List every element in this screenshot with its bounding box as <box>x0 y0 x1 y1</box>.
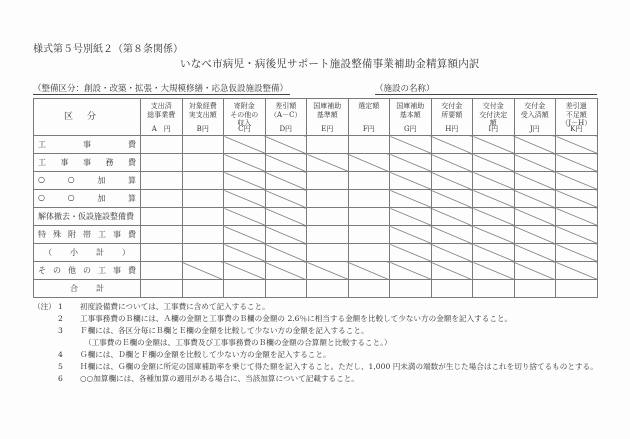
amount-cell[interactable] <box>182 226 224 244</box>
column-header-line: 支出済 <box>150 102 172 110</box>
column-header-line: 実支出額 <box>188 110 217 119</box>
table-row <box>34 262 598 280</box>
struck-cell <box>473 172 515 190</box>
amount-cell[interactable] <box>473 280 515 298</box>
table-row <box>34 226 598 244</box>
amount-cell[interactable] <box>348 280 390 298</box>
row-label <box>34 172 141 190</box>
struck-cell <box>514 172 556 190</box>
column-header-line: 国庫補助 <box>396 102 425 110</box>
column-header <box>514 99 556 136</box>
row-label-char: の <box>53 266 61 275</box>
row-label-char: 殊 <box>53 230 61 239</box>
row-label-char: 事 <box>60 158 69 167</box>
amount-cell[interactable] <box>348 172 390 190</box>
struck-cell <box>390 190 432 208</box>
amount-cell[interactable] <box>348 190 390 208</box>
row-label-char: 解体撤去・仮設施設整備費 <box>38 212 134 221</box>
struck-cell <box>390 262 432 280</box>
row-label-char: 事 <box>83 158 91 167</box>
column-header-line: 国庫補助 <box>313 102 342 110</box>
column-unit: F円 <box>362 125 375 133</box>
note-number: 3 <box>58 326 63 335</box>
row-label-char: ○ <box>38 193 45 202</box>
column-unit: G円 <box>403 125 417 133</box>
struck-cell <box>307 154 349 172</box>
struck-cell <box>431 262 473 280</box>
note-text: Ｈ欄には、Ｇ欄の金額に所定の国庫補助率を乗じて得た額を記入すること。ただし、1,000 円未満の端数が生じた場合はこれを切り捨てるものとする。 <box>80 362 598 371</box>
row-label-char: ○ <box>67 175 75 184</box>
amount-cell[interactable] <box>182 136 224 154</box>
note-item <box>33 337 598 349</box>
row-label-char: 計 <box>96 248 104 257</box>
amount-cell[interactable] <box>514 280 556 298</box>
column-unit: B円 <box>196 125 209 133</box>
struck-cell <box>556 226 598 244</box>
amount-cell[interactable] <box>390 280 432 298</box>
column-unit: I円 <box>488 125 499 133</box>
struck-cell <box>224 172 266 190</box>
amount-cell[interactable] <box>307 172 349 190</box>
note-heading <box>33 337 58 349</box>
amount-cell[interactable] <box>141 154 183 172</box>
struck-cell <box>224 244 266 262</box>
struck-cell <box>556 136 598 154</box>
note-number: 6 <box>58 374 63 383</box>
row-label-char: 費 <box>128 266 136 275</box>
column-header-line: 交付金 <box>441 102 463 110</box>
column-unit: K円 <box>570 125 583 133</box>
struck-cell <box>556 244 598 262</box>
struck-cell <box>514 262 556 280</box>
struck-cell <box>431 244 473 262</box>
column-header-line: （J－H） <box>561 119 592 127</box>
amount-cell[interactable] <box>141 226 183 244</box>
row-label <box>34 190 141 208</box>
note-heading: （注） <box>33 302 56 311</box>
amount-cell[interactable] <box>141 208 183 226</box>
note-number: 4 <box>58 350 63 359</box>
row-label <box>34 208 141 226</box>
struck-cell <box>431 136 473 154</box>
struck-cell <box>224 226 266 244</box>
amount-cell[interactable] <box>141 172 183 190</box>
struck-cell <box>224 208 266 226</box>
note-text: Ｇ欄には、Ｄ欄とＦ欄の金額を比較して少ない方の金額を記入すること。 <box>80 350 331 359</box>
table-row <box>34 172 598 190</box>
table-row <box>34 280 598 298</box>
amount-cell[interactable] <box>307 190 349 208</box>
column-header-line: 交付金 <box>524 102 546 110</box>
column-header-line: 所要額 <box>441 110 463 119</box>
struck-cell <box>473 190 515 208</box>
struck-cell <box>348 154 390 172</box>
facility-name-label: （施設の名称） <box>375 82 597 95</box>
column-unit: J円 <box>529 125 540 133</box>
amount-cell[interactable] <box>182 172 224 190</box>
column-header <box>431 99 473 136</box>
struck-cell <box>390 226 432 244</box>
note-heading <box>33 325 58 337</box>
column-header-line: 交付金 <box>482 102 504 110</box>
struck-cell <box>265 136 307 154</box>
row-label <box>34 244 141 262</box>
struck-cell <box>431 208 473 226</box>
struck-cell <box>431 154 473 172</box>
struck-cell <box>473 154 515 172</box>
note-heading <box>33 361 58 373</box>
column-header-line: 寄附金 <box>233 102 255 110</box>
table-row <box>34 154 598 172</box>
column-header-line: 収入 <box>237 119 252 127</box>
note-item <box>33 301 598 313</box>
amount-cell[interactable] <box>431 280 473 298</box>
row-label <box>34 136 141 154</box>
note-heading <box>33 373 58 385</box>
row-label-char: 工 <box>38 140 46 149</box>
amount-cell[interactable] <box>307 136 349 154</box>
amount-cell[interactable] <box>182 244 224 262</box>
struck-cell <box>224 190 266 208</box>
amount-cell[interactable] <box>141 190 183 208</box>
row-label-char: 帯 <box>83 230 91 239</box>
column-header-line: 選定額 <box>358 102 380 110</box>
struck-cell <box>556 190 598 208</box>
note-item <box>33 313 598 325</box>
column-header-line: 基本額 <box>399 110 421 119</box>
column-unit: E円 <box>321 125 334 133</box>
column-header <box>265 99 307 136</box>
struck-cell <box>224 136 266 154</box>
struck-cell <box>390 208 432 226</box>
amount-cell[interactable] <box>556 280 598 298</box>
row-label-char: 工 <box>38 158 46 167</box>
struck-cell <box>348 262 390 280</box>
struck-cell <box>431 190 473 208</box>
column-unit: A 円 <box>151 125 171 133</box>
row-label-char: 算 <box>127 194 136 203</box>
row-label-char: 合 <box>70 284 78 293</box>
amount-cell[interactable] <box>307 208 349 226</box>
struck-cell <box>514 226 556 244</box>
note-heading <box>33 313 58 325</box>
struck-cell <box>390 172 432 190</box>
document-title: いなべ市病児・病後児サポート施設整備事業補助金精算額内訳 <box>180 58 480 70</box>
amount-cell[interactable] <box>348 244 390 262</box>
amount-cell[interactable] <box>348 136 390 154</box>
row-label-char: 費 <box>128 230 136 239</box>
table-row <box>34 208 598 226</box>
struck-cell <box>390 136 432 154</box>
struck-cell <box>265 244 307 262</box>
struck-cell <box>390 154 432 172</box>
column-header <box>224 99 266 136</box>
row-label <box>34 226 141 244</box>
row-label <box>34 262 141 280</box>
amount-cell[interactable] <box>141 262 183 280</box>
amount-cell[interactable] <box>348 226 390 244</box>
amount-cell[interactable] <box>141 136 183 154</box>
amount-cell[interactable] <box>265 280 307 298</box>
column-header-line: 総事業費 <box>147 110 176 119</box>
column-header-line: 額 <box>489 119 497 127</box>
note-item <box>33 361 598 373</box>
row-label <box>34 280 141 298</box>
note-text: Ｆ欄には、各区分毎にＢ欄とＥ欄の金額を比較して少ない方の金額を記入すること。 <box>80 326 369 335</box>
note-item <box>33 373 598 385</box>
row-label-char: ） <box>122 248 130 257</box>
column-header-line: 基準額 <box>316 110 338 119</box>
column-header <box>473 99 515 136</box>
row-label-char: そ <box>38 266 46 275</box>
table-row <box>34 244 598 262</box>
struck-cell <box>265 154 307 172</box>
column-header-category: 区分 <box>34 99 141 136</box>
column-unit: D円 <box>279 125 293 133</box>
row-label-char: 小 <box>70 248 78 257</box>
row-label-char: 工 <box>98 266 106 275</box>
row-label-char: 加 <box>97 176 106 185</box>
struck-cell <box>514 154 556 172</box>
struck-cell <box>556 154 598 172</box>
struck-cell <box>514 244 556 262</box>
struck-cell <box>556 208 598 226</box>
column-unit: H円 <box>445 125 459 133</box>
form-number: 様式第５号別紙２（第８条関係） <box>33 44 183 55</box>
column-header-line: 差引過 <box>565 102 587 110</box>
row-label-char: 計 <box>96 284 104 293</box>
column-header-line: 不足額 <box>565 110 587 119</box>
struck-cell <box>431 226 473 244</box>
amount-cell[interactable] <box>348 208 390 226</box>
note-text: ○○加算欄には、各種加算の適用がある場合に、当該加算について記載すること。 <box>80 374 359 383</box>
note-text: 工事事務費のＢ欄には、Ａ欄の金額と工事費のＢ欄の金額の 2.6％に相当する金額を比較して少ない方の金額を記入すること。 <box>80 314 513 323</box>
row-label-char: の <box>83 266 91 275</box>
struck-cell <box>556 172 598 190</box>
column-header <box>182 99 224 136</box>
struck-cell <box>265 226 307 244</box>
column-header <box>307 99 349 136</box>
struck-cell <box>224 154 266 172</box>
amount-cell[interactable] <box>224 280 266 298</box>
row-label-char: （ <box>44 248 52 257</box>
table-row <box>34 136 598 154</box>
struck-cell <box>514 190 556 208</box>
struck-cell <box>390 244 432 262</box>
amount-cell[interactable] <box>307 226 349 244</box>
notes-section <box>33 301 598 385</box>
row-label-char: 特 <box>38 230 46 239</box>
struck-cell <box>473 262 515 280</box>
column-header <box>556 99 598 136</box>
struck-cell <box>265 190 307 208</box>
row-label-char: 工 <box>98 230 106 239</box>
amount-cell[interactable] <box>182 208 224 226</box>
amount-cell[interactable] <box>307 244 349 262</box>
note-item <box>33 349 598 361</box>
note-number <box>58 337 80 349</box>
note-text: （工事費のＥ欄の金額は、工事費及び工事事務費のＢ欄の金額の合算額と比較すること。） <box>84 338 392 347</box>
struck-cell <box>514 208 556 226</box>
column-header <box>348 99 390 136</box>
row-label-char: 算 <box>127 176 136 185</box>
column-header-line: （A－C） <box>270 110 302 119</box>
note-number: 5 <box>58 362 63 371</box>
row-label-char: 他 <box>68 266 76 275</box>
note-number: 1 <box>58 302 63 311</box>
note-heading <box>33 349 58 361</box>
struck-cell <box>307 262 349 280</box>
row-label-char: ○ <box>67 193 75 202</box>
struck-cell <box>473 136 515 154</box>
amount-cell[interactable] <box>182 154 224 172</box>
row-label-char: 費 <box>128 158 136 167</box>
struck-cell <box>265 172 307 190</box>
struck-cell <box>265 208 307 226</box>
column-header-line: その他の <box>230 110 259 119</box>
row-label-char: 加 <box>97 194 106 203</box>
row-label <box>34 154 141 172</box>
column-header-line: 差引額 <box>275 102 297 110</box>
column-header-line: 対象経費 <box>188 102 217 110</box>
amount-cell[interactable] <box>141 280 183 298</box>
struck-cell <box>431 172 473 190</box>
column-header <box>390 99 432 136</box>
note-text: 初度設備費については、工事費に含めて記入すること。 <box>80 302 270 311</box>
row-label-char: 事 <box>113 266 121 275</box>
note-item <box>33 325 598 337</box>
row-label-char: 務 <box>105 158 114 167</box>
row-label-char: 費 <box>128 140 136 149</box>
row-label-char: ○ <box>38 175 45 184</box>
struck-cell <box>265 262 307 280</box>
struck-cell <box>473 226 515 244</box>
struck-cell <box>473 208 515 226</box>
column-unit: C円 <box>238 125 251 133</box>
struck-cell <box>514 136 556 154</box>
row-label-char: 事 <box>113 230 121 239</box>
column-header-line: 交付決定 <box>479 110 508 119</box>
amount-cell[interactable] <box>182 280 224 298</box>
note-number: 2 <box>58 314 63 323</box>
struck-cell <box>556 262 598 280</box>
column-header-line: 受入済額 <box>520 110 549 119</box>
column-header <box>141 99 183 136</box>
struck-cell <box>224 262 266 280</box>
table-row <box>34 190 598 208</box>
amount-cell[interactable] <box>307 280 349 298</box>
amount-cell[interactable] <box>182 190 224 208</box>
struck-cell <box>473 244 515 262</box>
category-label: （整備区分：創設・改築・拡張・大規模修繕・応急仮設施設整備） <box>33 84 289 94</box>
row-label-char: 事 <box>83 140 91 149</box>
amount-cell[interactable] <box>141 244 183 262</box>
struck-cell <box>182 262 224 280</box>
row-label-char: 附 <box>68 230 76 239</box>
settlement-breakdown-table <box>33 98 597 298</box>
